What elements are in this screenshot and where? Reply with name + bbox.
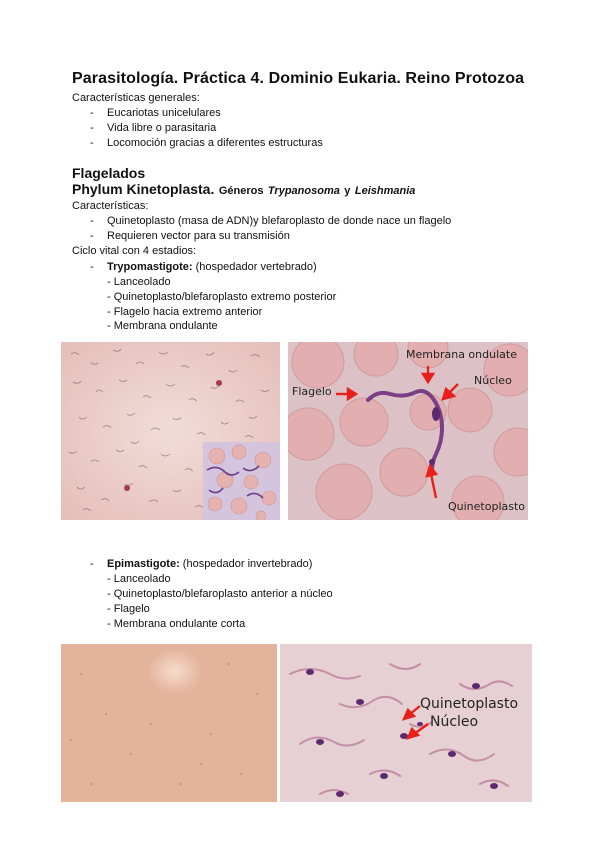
culture-illustration [61, 644, 277, 802]
general-item [90, 136, 323, 151]
carac-heading: Características: [72, 200, 149, 212]
inset-illustration [203, 442, 280, 520]
trypo-item: - Membrana ondulante [107, 320, 218, 332]
smear-inset [203, 442, 280, 520]
trypo-labelled-image [288, 342, 528, 520]
label-nucleo-epi: Núcleo [430, 714, 479, 730]
genus-conjunction: y [344, 185, 351, 197]
trypo-illustration [288, 342, 528, 520]
epi-heading [90, 557, 313, 572]
epi-item: - Lanceolado [107, 573, 171, 585]
general-item [90, 121, 217, 136]
bullet-dash: - [90, 230, 94, 242]
general-heading: Características generales: [72, 92, 200, 104]
ciclo-text: Ciclo vital con 4 estadios: [72, 245, 197, 257]
page-title: Parasitología. Práctica 4. Dominio Eukaria. Reino Protozoa [72, 70, 525, 87]
trypo-item: - Flagelo hacia extremo anterior [107, 306, 263, 318]
epi-host: (hospedador invertebrado) [179, 558, 313, 570]
label-quinetoplasto-epi: Quinetoplasto [420, 696, 519, 712]
general-item-text: Eucariotas unicelulares [107, 107, 221, 119]
phylum-heading [72, 181, 415, 199]
genus-trypanosoma: Trypanosoma [267, 185, 340, 197]
epi-labelled-image [280, 644, 532, 802]
bullet-dash: - [90, 261, 94, 273]
epi-item: - Flagelo [107, 603, 150, 615]
carac-item [90, 214, 452, 229]
epi-illustration [280, 644, 532, 802]
carac-item-text: Quinetoplasto (masa de ADN)y blefaroplasto de donde nace un flagelo [107, 215, 452, 227]
general-item [90, 106, 221, 121]
bullet-dash: - [90, 122, 94, 134]
label-quinetoplasto: Quinetoplasto [448, 500, 526, 513]
epi-name: Epimastigote: [107, 558, 180, 570]
genus-leishmania: Leishmania [354, 185, 416, 197]
trypo-host: (hospedador vertebrado) [192, 261, 317, 273]
section-heading-flagelados: Flagelados [72, 165, 146, 181]
epi-culture-image [61, 644, 277, 802]
epi-item: - Quinetoplasto/blefaroplasto anterior a núcleo [107, 588, 333, 600]
carac-item [90, 229, 290, 244]
generos-label: Géneros [218, 185, 264, 197]
epi-item: - Membrana ondulante corta [107, 618, 246, 630]
trypo-smear-image [61, 342, 280, 520]
bullet-dash: - [90, 215, 94, 227]
label-flagelo: Flagelo [292, 385, 332, 398]
label-membrana: Membrana ondulate [406, 348, 517, 361]
trypo-item: - Quinetoplasto/blefaroplasto extremo posterior [107, 291, 337, 303]
trypo-item: - Lanceolado [107, 276, 171, 288]
trypo-heading [90, 260, 317, 275]
trypo-name: Trypomastigote: [107, 261, 193, 273]
phylum-name: Phylum Kinetoplasta. [72, 181, 215, 197]
bullet-dash: - [90, 137, 94, 149]
general-item-text: Locomoción gracias a diferentes estructuras [107, 137, 323, 149]
bullet-dash: - [90, 558, 94, 570]
general-item-text: Vida libre o parasitaria [107, 122, 217, 134]
bullet-dash: - [90, 107, 94, 119]
label-nucleo: Núcleo [474, 374, 512, 387]
carac-item-text: Requieren vector para su transmisión [107, 230, 290, 242]
